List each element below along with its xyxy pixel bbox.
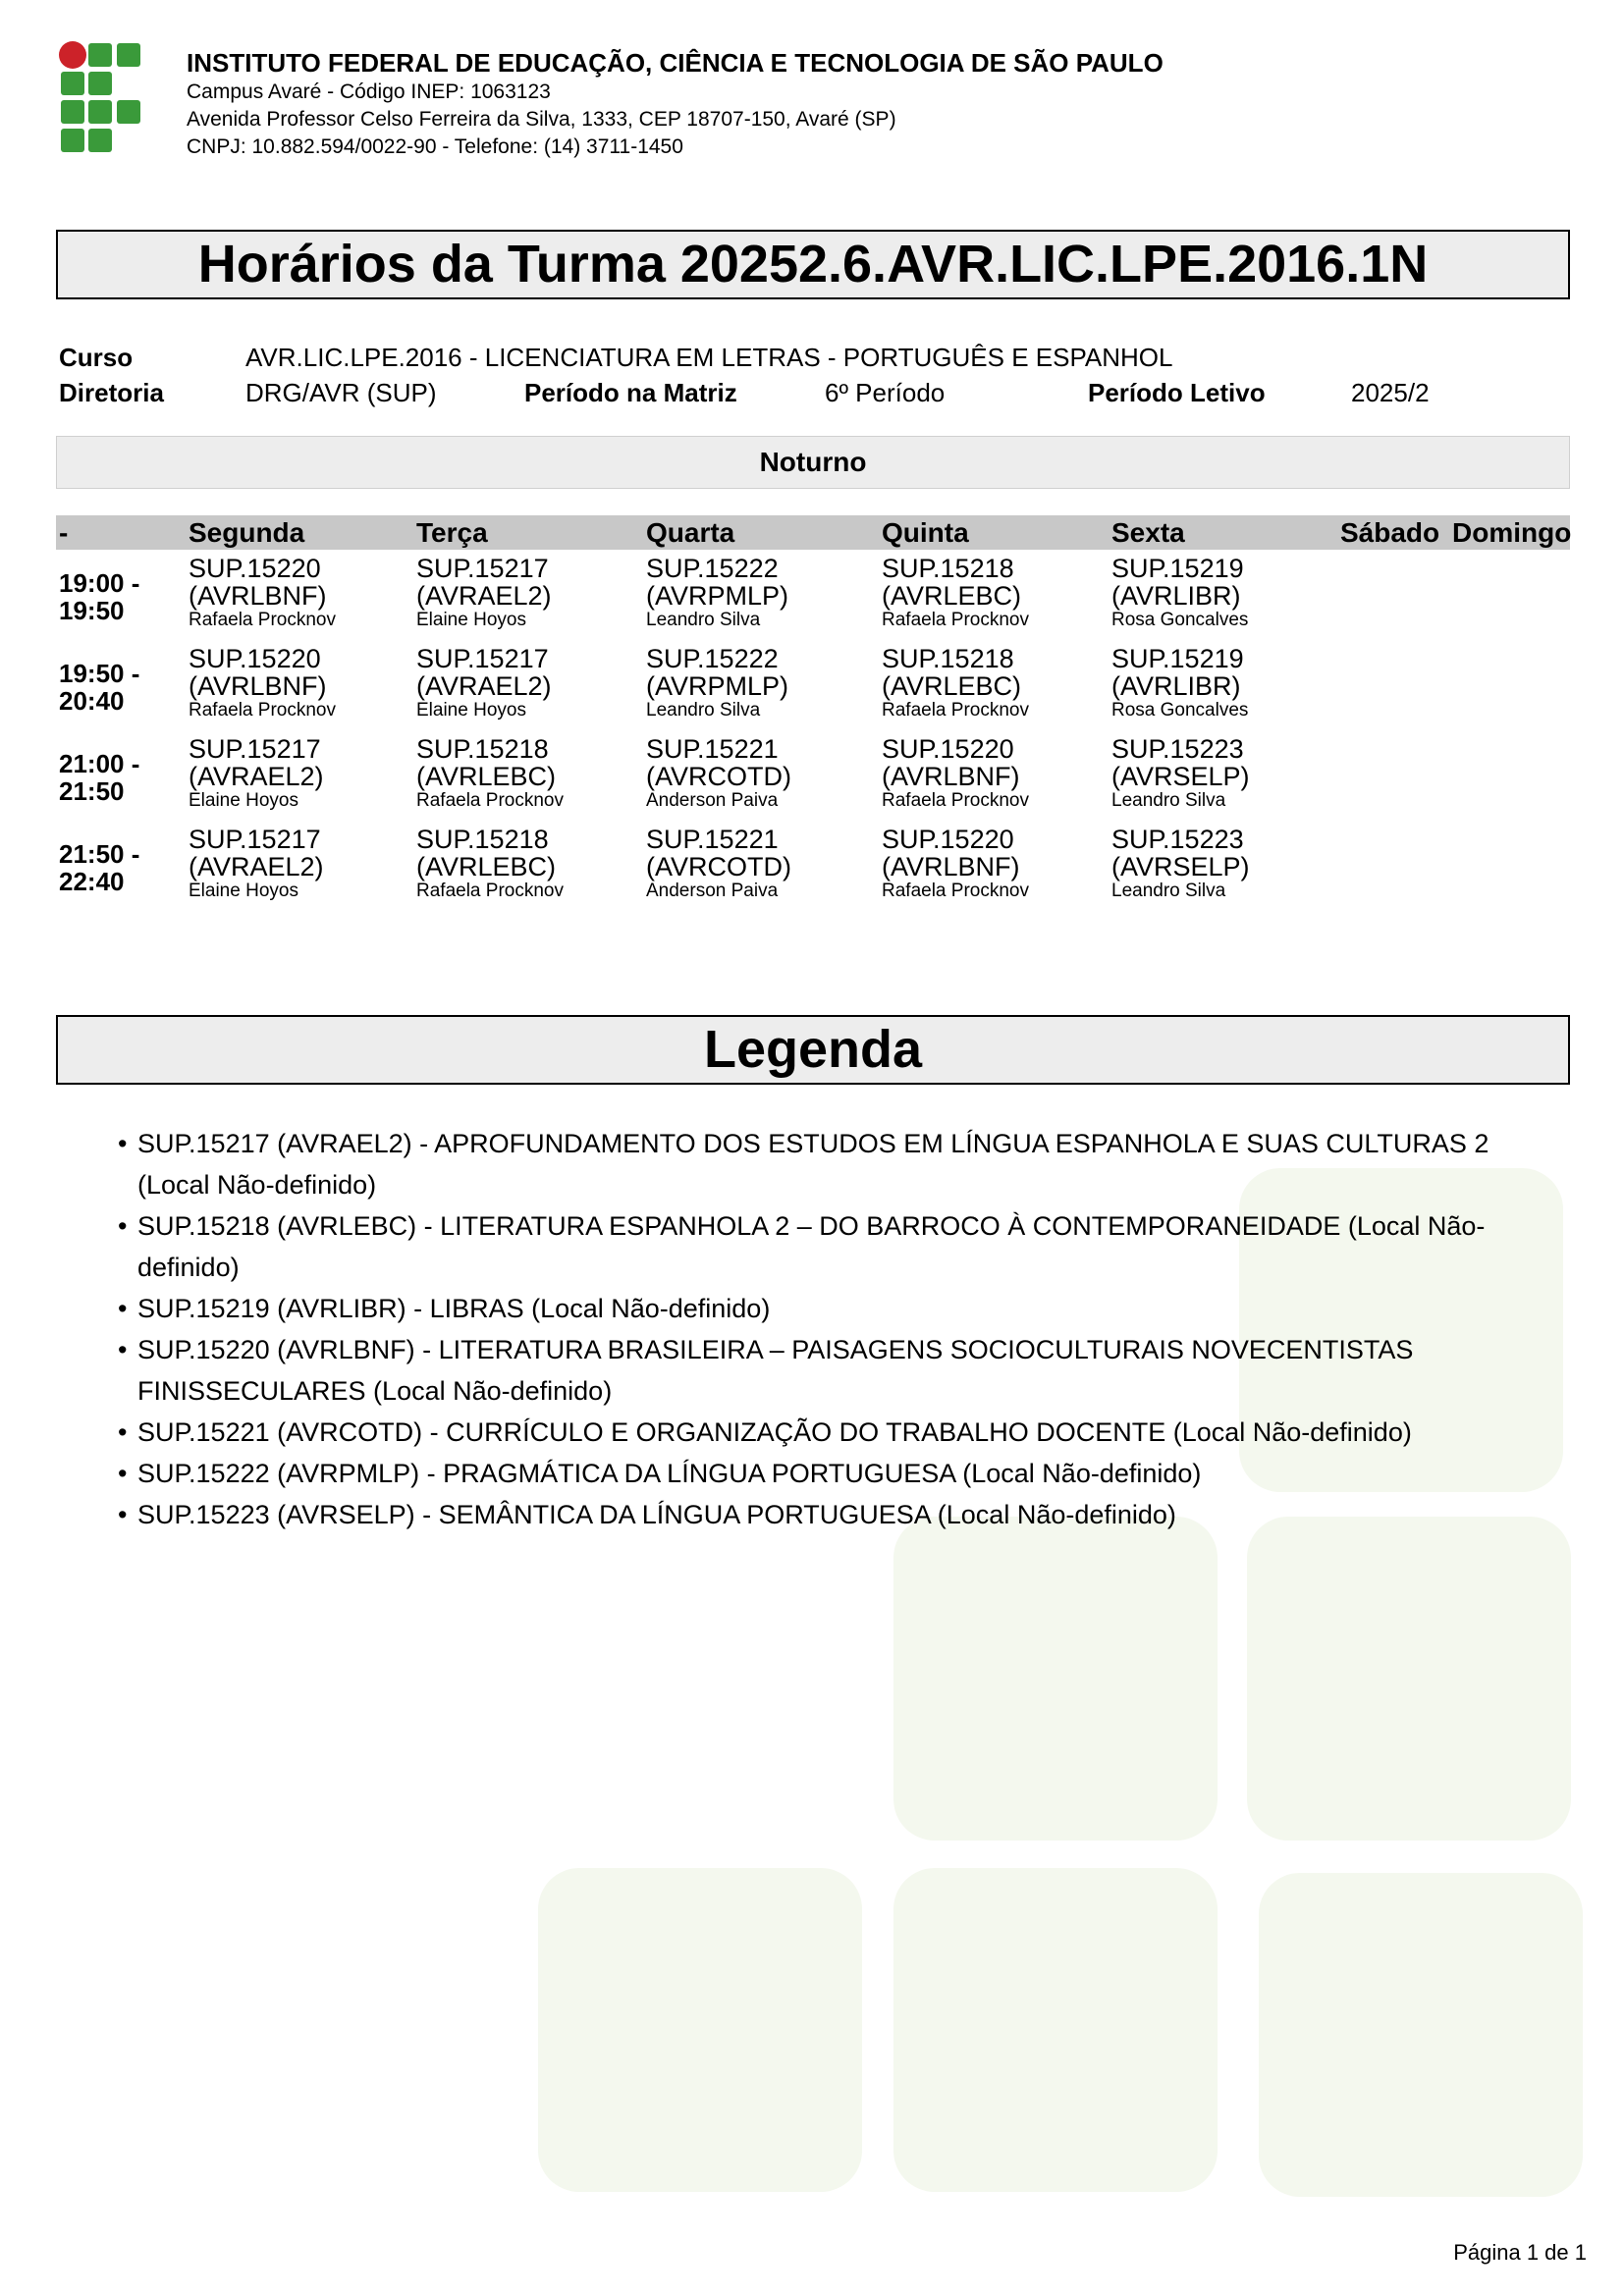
periodo-matriz-label: Período na Matriz [524, 378, 737, 407]
header-cell-quinta: Quinta [882, 517, 969, 548]
page-title: Horários da Turma 20252.6.AVR.LIC.LPE.2016.1N [56, 230, 1570, 299]
schedule-cell: SUP.15218 (AVRLEBC) Rafaela Procknov [416, 825, 564, 901]
diretoria-label: Diretoria [59, 378, 164, 407]
watermark-square [1259, 1873, 1583, 2197]
time-slot: 21:50 - 22:40 [59, 839, 140, 896]
time-slot: 19:00 - 19:50 [59, 568, 140, 625]
header-cell-quarta: Quarta [646, 517, 735, 548]
periodo-matriz-value: 6º Período [825, 378, 946, 407]
time-slot: 19:50 - 20:40 [59, 659, 140, 716]
legend-item: • SUP.15217 (AVRAEL2) - APROFUNDAMENTO DOS ESTUDOS EM LÍNGUA ESPANHOLA E SUAS CULTURAS 2 (Local Não-definido) [118, 1123, 1542, 1205]
schedule-cell: SUP.15217 (AVRAEL2) Elaine Hoyos [416, 644, 552, 721]
schedule-cell: SUP.15217 (AVRAEL2) Elaine Hoyos [189, 825, 324, 901]
schedule-cell: SUP.15218 (AVRLEBC) Rafaela Procknov [882, 554, 1029, 630]
schedule-cell: SUP.15221 (AVRCOTD) Anderson Paiva [646, 734, 791, 811]
schedule-cell: SUP.15218 (AVRLEBC) Rafaela Procknov [882, 644, 1029, 721]
legend-item: • SUP.15223 (AVRSELP) - SEMÂNTICA DA LÍNGUA PORTUGUESA (Local Não-definido) [118, 1494, 1542, 1535]
legend-item: • SUP.15222 (AVRPMLP) - PRAGMÁTICA DA LÍNGUA PORTUGUESA (Local Não-definido) [118, 1453, 1542, 1494]
page-number: Página 1 de 1 [1453, 2240, 1587, 2265]
schedule-cell: SUP.15222 (AVRPMLP) Leandro Silva [646, 554, 789, 630]
schedule-cell: SUP.15221 (AVRCOTD) Anderson Paiva [646, 825, 791, 901]
legend-item: • SUP.15219 (AVRLIBR) - LIBRAS (Local Não-definido) [118, 1288, 1542, 1329]
legend-item: • SUP.15220 (AVRLBNF) - LITERATURA BRASILEIRA – PAISAGENS SOCIOCULTURAIS NOVECENTISTAS FINISSECULARES (Local Não-definido) [118, 1329, 1542, 1412]
header-cell-segunda: Segunda [189, 517, 305, 548]
watermark-square [893, 1517, 1218, 1841]
legend-title: Legenda [56, 1015, 1570, 1085]
curso-value: AVR.LIC.LPE.2016 - LICENCIATURA EM LETRAS - PORTUGUÊS E ESPANHOL [245, 343, 1173, 372]
institution-contact: CNPJ: 10.882.594/0022-90 - Telefone: (14) 3711-1450 [187, 135, 683, 158]
header-cell-domingo: Domingo [1452, 517, 1572, 548]
schedule-cell: SUP.15222 (AVRPMLP) Leandro Silva [646, 644, 789, 721]
header-cell-sexta: Sexta [1111, 517, 1185, 548]
schedule-cell: SUP.15220 (AVRLBNF) Rafaela Procknov [882, 825, 1029, 901]
institution-name: INSTITUTO FEDERAL DE EDUCAÇÃO, CIÊNCIA E TECNOLOGIA DE SÃO PAULO [187, 48, 1164, 78]
header-cell-sabado: Sábado [1340, 517, 1440, 548]
header-cell-time: - [59, 517, 69, 548]
curso-label: Curso [59, 343, 134, 372]
schedule-cell: SUP.15217 (AVRAEL2) Elaine Hoyos [416, 554, 552, 630]
watermark-square [538, 1868, 862, 2192]
schedule-cell: SUP.15220 (AVRLBNF) Rafaela Procknov [882, 734, 1029, 811]
periodo-letivo-value: 2025/2 [1351, 378, 1430, 407]
watermark-square [893, 1868, 1218, 2192]
schedule-cell: SUP.15218 (AVRLEBC) Rafaela Procknov [416, 734, 564, 811]
institution-header [187, 47, 1164, 161]
institution-address: Avenida Professor Celso Ferreira da Silva, 1333, CEP 18707-150, Avaré (SP) [187, 108, 896, 131]
shift-label: Noturno [56, 436, 1570, 489]
schedule-cell: SUP.15219 (AVRLIBR) Rosa Goncalves [1111, 644, 1249, 721]
ifsp-logo [59, 41, 143, 153]
legend-item: • SUP.15218 (AVRLEBC) - LITERATURA ESPANHOLA 2 – DO BARROCO À CONTEMPORANEIDADE (Local Não-definido) [118, 1205, 1542, 1288]
schedule-cell: SUP.15217 (AVRAEL2) Elaine Hoyos [189, 734, 324, 811]
header-cell-terca: Terça [416, 517, 488, 548]
schedule-cell: SUP.15223 (AVRSELP) Leandro Silva [1111, 734, 1250, 811]
periodo-letivo-label: Período Letivo [1088, 378, 1266, 407]
schedule-cell: SUP.15220 (AVRLBNF) Rafaela Procknov [189, 554, 336, 630]
diretoria-value: DRG/AVR (SUP) [245, 378, 437, 407]
schedule-cell: SUP.15219 (AVRLIBR) Rosa Goncalves [1111, 554, 1249, 630]
time-slot: 21:00 - 21:50 [59, 749, 140, 806]
schedule-cell: SUP.15223 (AVRSELP) Leandro Silva [1111, 825, 1250, 901]
schedule-header [56, 515, 1570, 550]
schedule-cell: SUP.15220 (AVRLBNF) Rafaela Procknov [189, 644, 336, 721]
legend-item: • SUP.15221 (AVRCOTD) - CURRÍCULO E ORGANIZAÇÃO DO TRABALHO DOCENTE (Local Não-definido) [118, 1412, 1542, 1453]
legend-list [118, 1123, 1542, 1535]
watermark-square [1247, 1517, 1571, 1841]
institution-campus: Campus Avaré - Código INEP: 1063123 [187, 80, 551, 103]
